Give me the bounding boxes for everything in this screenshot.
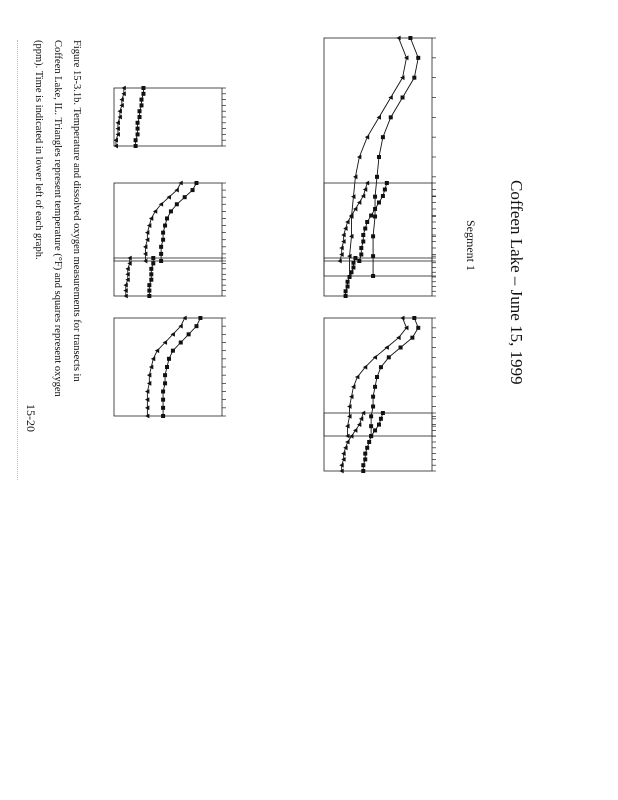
oxygen-point-B-0: [385, 181, 389, 185]
oxygen-point-F-1: [141, 92, 145, 96]
oxygen-point-F-4: [138, 109, 142, 113]
oxygen-point-G-2: [183, 195, 187, 199]
temperature-point-G-4: [153, 209, 157, 214]
oxygen-point-C-6: [346, 285, 350, 289]
oxygen-point-B-1: [383, 188, 387, 192]
oxygen-point-E-10: [361, 469, 365, 473]
oxygen-point-C-4: [348, 275, 352, 279]
oxygen-point-A-2: [412, 76, 416, 80]
oxygen-point-H-1: [151, 261, 155, 265]
oxygen-point-A-5: [381, 135, 385, 139]
series-line-E-0: [363, 413, 383, 471]
scan-margin-marks: [11, 40, 18, 480]
oxygen-point-H-0: [151, 256, 155, 260]
oxygen-point-C-1: [351, 261, 355, 265]
oxygen-point-H-7: [147, 294, 151, 298]
oxygen-point-D-5: [379, 365, 383, 369]
profile-chart-f: [98, 70, 238, 160]
page-title: Coffeen Lake – June 15, 1999: [507, 180, 526, 385]
oxygen-point-F-6: [136, 121, 140, 125]
oxygen-point-F-9: [134, 138, 138, 142]
oxygen-point-I-9: [161, 390, 165, 394]
oxygen-point-G-0: [194, 181, 198, 185]
oxygen-point-B-4: [373, 207, 377, 211]
oxygen-point-E-9: [361, 463, 365, 467]
page-subtitle: Segment 1: [464, 220, 478, 271]
oxygen-point-G-6: [163, 224, 167, 228]
oxygen-point-I-12: [161, 414, 165, 418]
temperature-point-A-4: [377, 115, 381, 120]
oxygen-point-H-6: [147, 289, 151, 293]
oxygen-point-D-0: [412, 316, 416, 320]
oxygen-point-I-10: [161, 398, 165, 402]
oxygen-point-D-7: [373, 385, 377, 389]
oxygen-point-I-3: [179, 341, 183, 345]
oxygen-point-F-3: [139, 103, 143, 107]
oxygen-point-E-4: [369, 434, 373, 438]
oxygen-point-B-5: [369, 214, 373, 218]
oxygen-point-I-11: [161, 406, 165, 410]
oxygen-point-E-3: [373, 428, 377, 432]
oxygen-point-F-8: [136, 132, 140, 136]
oxygen-point-E-5: [367, 440, 371, 444]
oxygen-point-D-2: [410, 336, 414, 340]
oxygen-point-A-6: [377, 155, 381, 159]
oxygen-point-B-6: [365, 220, 369, 224]
oxygen-point-G-4: [169, 209, 173, 213]
oxygen-point-B-8: [361, 233, 365, 237]
profile-chart-i: [98, 300, 238, 430]
oxygen-point-I-0: [198, 316, 202, 320]
profile-chart-e: [308, 395, 448, 485]
oxygen-point-B-3: [377, 201, 381, 205]
oxygen-point-A-3: [401, 96, 405, 100]
temperature-point-I-4: [155, 348, 159, 353]
oxygen-point-I-2: [187, 332, 191, 336]
oxygen-point-C-0: [353, 256, 357, 260]
oxygen-point-F-5: [138, 115, 142, 119]
temperature-point-A-2: [400, 75, 404, 80]
oxygen-point-C-8: [344, 294, 348, 298]
chart-frame-C: [324, 258, 432, 296]
temperature-point-I-0: [182, 316, 186, 321]
oxygen-point-G-5: [165, 216, 169, 220]
temperature-point-A-3: [388, 95, 392, 100]
series-line-E-1: [342, 413, 364, 471]
oxygen-point-H-3: [149, 272, 153, 276]
oxygen-point-H-4: [149, 278, 153, 282]
oxygen-point-I-6: [165, 365, 169, 369]
oxygen-point-F-10: [134, 144, 138, 148]
oxygen-point-I-7: [163, 373, 167, 377]
oxygen-point-I-1: [194, 324, 198, 328]
oxygen-point-D-3: [399, 346, 403, 350]
temperature-point-B-3: [357, 200, 361, 205]
oxygen-point-E-2: [377, 423, 381, 427]
oxygen-point-C-7: [344, 289, 348, 293]
temperature-point-A-0: [396, 36, 400, 41]
temperature-point-B-4: [353, 207, 357, 212]
oxygen-point-F-0: [141, 86, 145, 90]
page-number: 15-20: [24, 404, 38, 432]
temperature-point-D-0: [400, 316, 404, 321]
oxygen-point-F-7: [136, 127, 140, 131]
oxygen-point-I-5: [167, 357, 171, 361]
oxygen-point-E-6: [365, 446, 369, 450]
temperature-point-E-4: [349, 434, 353, 439]
oxygen-point-A-1: [416, 56, 420, 60]
figure-caption: Figure 15-3.1b. Temperature and dissolved oxygen measurements for transects in Coffeen Lake, IL. Triangles represent temperature (°F) and squares represent oxygen (ppm). Time is indicated in lower left of each graph.: [33, 40, 82, 397]
oxygen-point-D-6: [375, 375, 379, 379]
oxygen-point-H-5: [147, 283, 151, 287]
oxygen-point-G-3: [175, 202, 179, 206]
oxygen-point-A-4: [389, 115, 393, 119]
oxygen-point-D-1: [416, 326, 420, 330]
oxygen-point-C-3: [349, 270, 353, 274]
oxygen-point-G-1: [191, 188, 195, 192]
oxygen-point-A-0: [408, 36, 412, 40]
oxygen-point-H-2: [149, 267, 153, 271]
chart-frame-F: [114, 88, 222, 146]
oxygen-point-C-5: [346, 280, 350, 284]
oxygen-point-B-2: [381, 194, 385, 198]
temperature-point-E-3: [353, 428, 357, 433]
oxygen-point-E-0: [381, 411, 385, 415]
temperature-point-B-2: [361, 194, 365, 199]
oxygen-point-E-8: [363, 457, 367, 461]
chart-frame-E: [324, 413, 432, 471]
oxygen-point-I-8: [163, 381, 167, 385]
oxygen-point-D-4: [387, 355, 391, 359]
oxygen-point-E-1: [379, 417, 383, 421]
temperature-point-E-2: [357, 422, 361, 427]
oxygen-point-B-7: [363, 227, 367, 231]
oxygen-point-F-2: [139, 98, 143, 102]
oxygen-point-E-7: [363, 452, 367, 456]
temperature-point-G-0: [178, 181, 182, 186]
oxygen-point-I-4: [171, 349, 175, 353]
oxygen-point-C-2: [351, 266, 355, 270]
temperature-point-B-5: [349, 213, 353, 218]
oxygen-point-G-7: [161, 231, 165, 235]
